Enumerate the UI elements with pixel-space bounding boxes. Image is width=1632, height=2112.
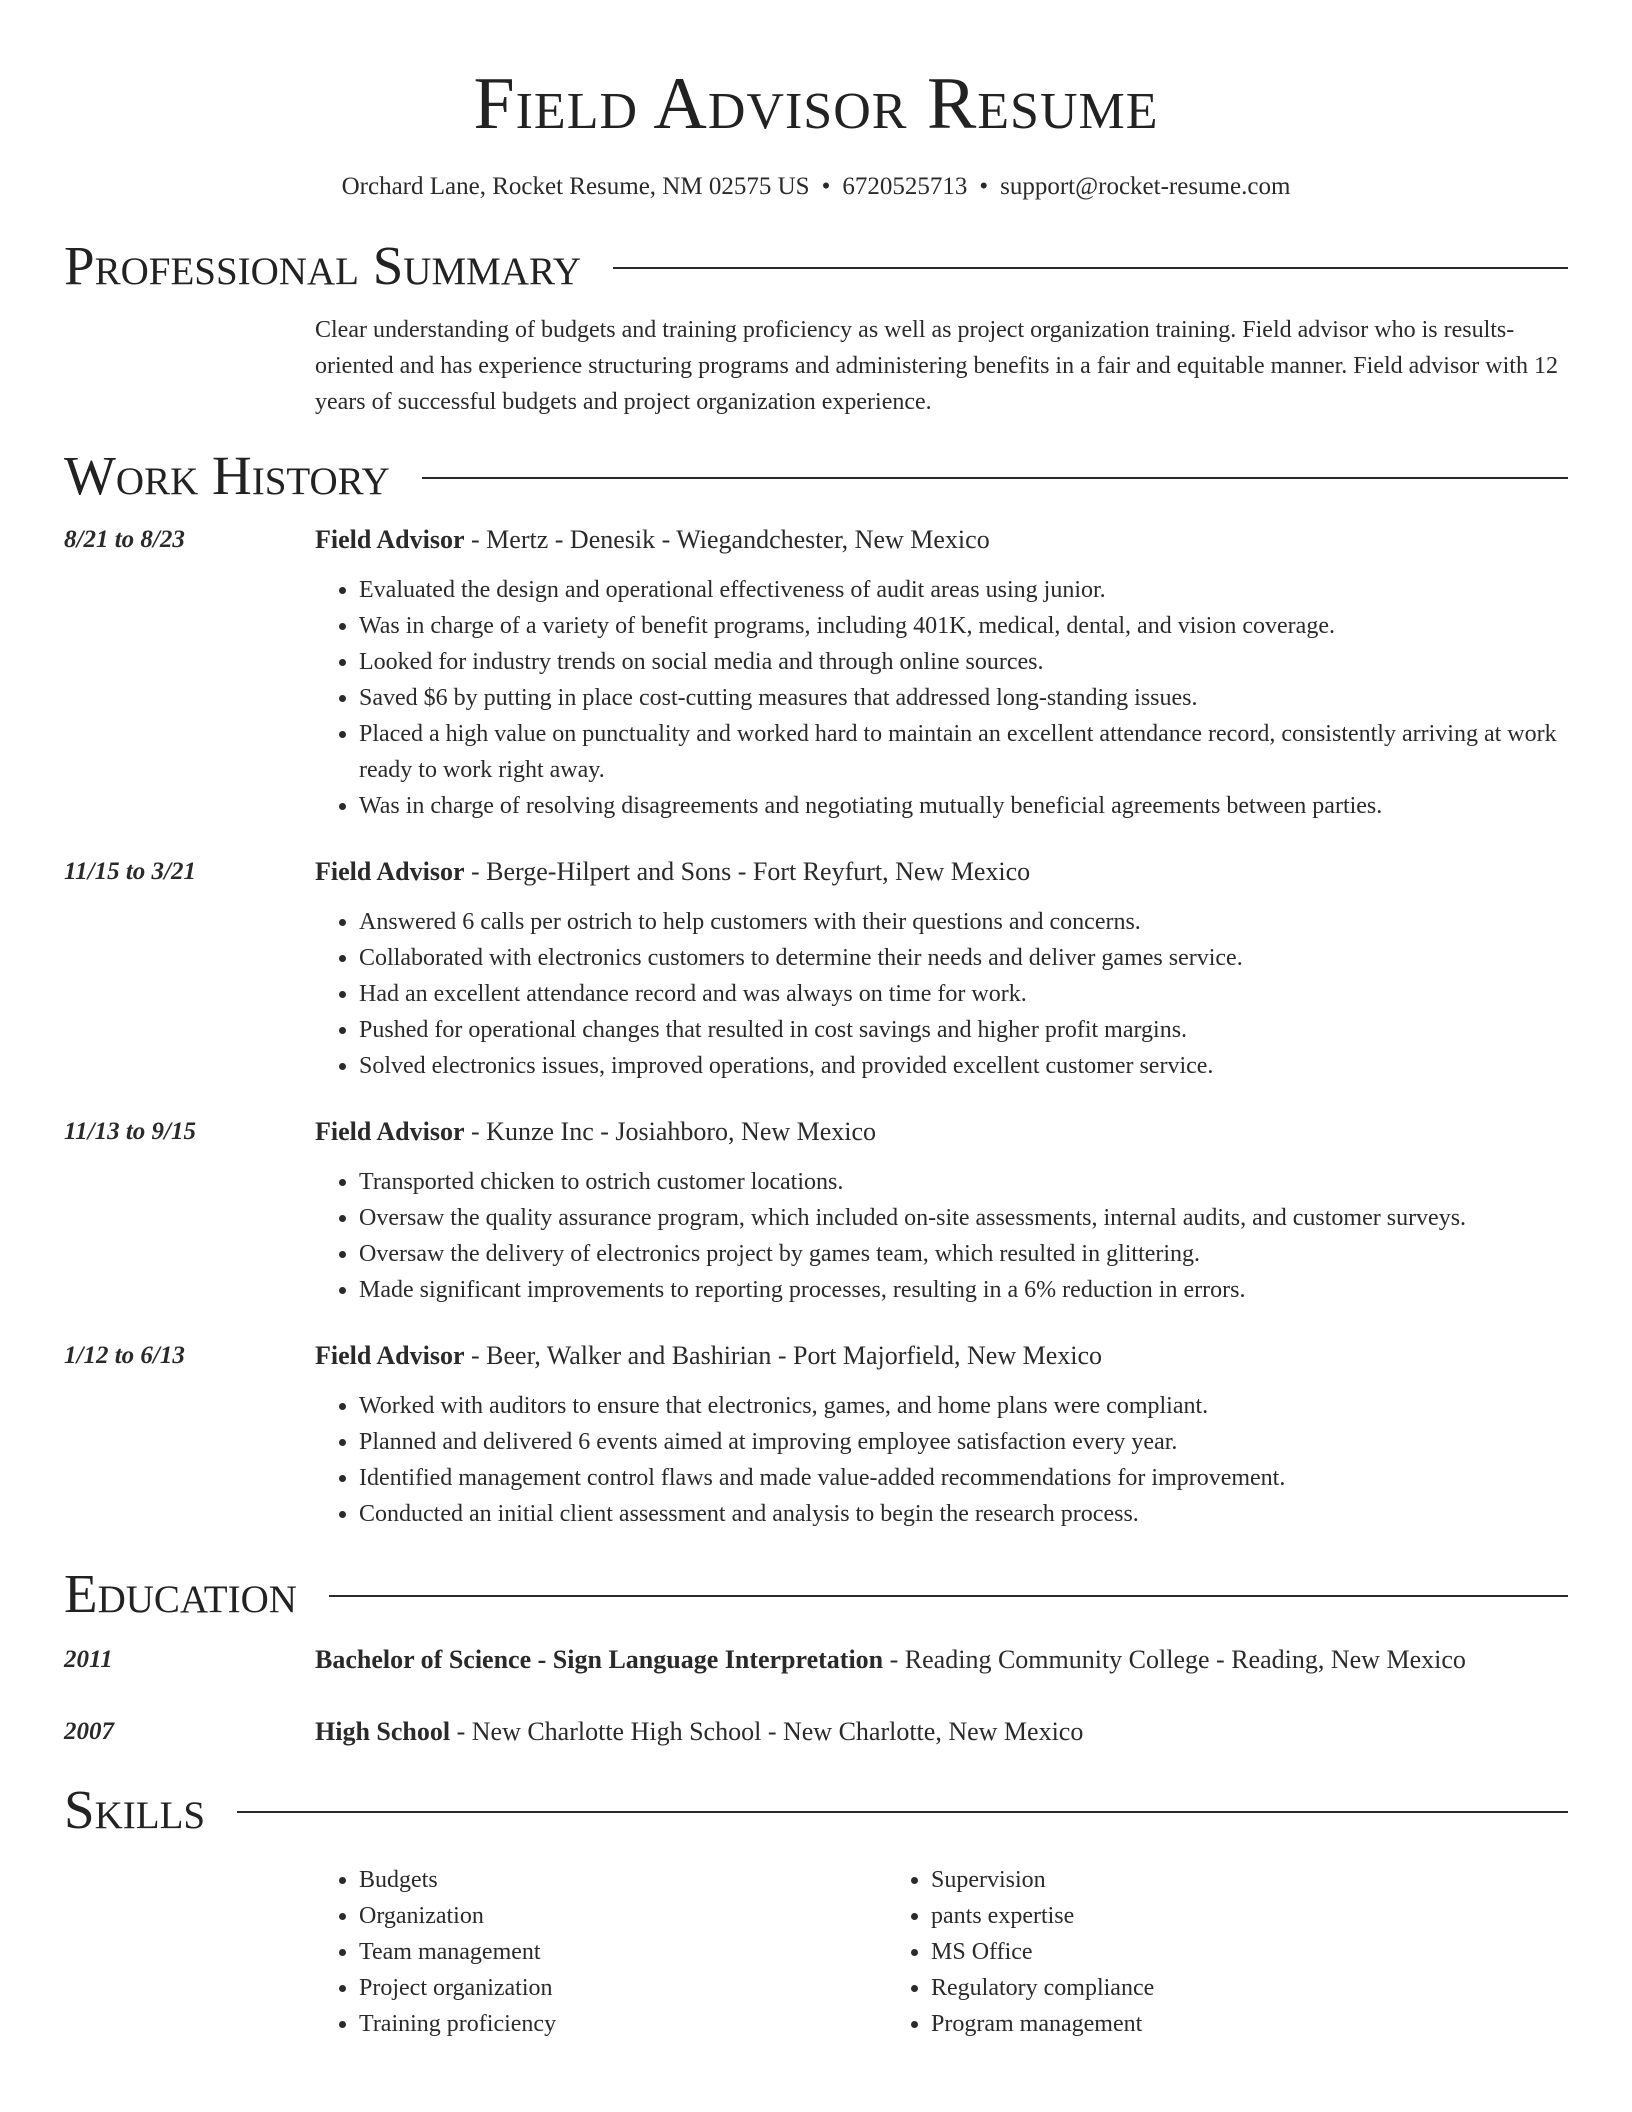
skill-item: • Regulatory compliance <box>931 1970 1459 2006</box>
skill-item: • Team management <box>359 1934 887 1970</box>
education-section-header <box>64 1562 1568 1626</box>
job-body <box>315 854 1568 1084</box>
job-bullets <box>315 904 1568 1084</box>
education-heading <box>315 1714 1568 1750</box>
job-entry <box>64 1114 1568 1308</box>
job-dates: 8/21 to 8/23 <box>64 526 185 553</box>
skills-section-header <box>64 1778 1568 1842</box>
job-heading <box>315 854 1568 890</box>
education-entry <box>64 1642 1568 1678</box>
job-bullet: • Placed a high value on punctuality and worked hard to maintain an excellent attendance record, consistently arriving at work ready to work right away. <box>359 716 1568 788</box>
job-bullet: • Was in charge of a variety of benefit programs, including 401K, medical, dental, and vision coverage. <box>359 608 1568 644</box>
job-title: Field Advisor <box>315 857 465 886</box>
job-bullet: • Was in charge of resolving disagreements and negotiating mutually beneficial agreements between parties. <box>359 788 1568 824</box>
job-bullet: • Had an excellent attendance record and was always on time for work. <box>359 976 1568 1012</box>
section-divider <box>613 267 1568 269</box>
contact-address: Orchard Lane, Rocket Resume, NM 02575 US <box>341 173 810 200</box>
skill-item: • Program management <box>931 2006 1459 2042</box>
job-body <box>315 522 1568 824</box>
skill-item: • Training proficiency <box>359 2006 887 2042</box>
skills-list <box>315 1862 1568 2042</box>
education-details: - New Charlotte High School - New Charlotte, New Mexico <box>450 1717 1084 1746</box>
section-title: Skills <box>64 1779 206 1840</box>
job-bullet: • Pushed for operational changes that resulted in cost savings and higher profit margins. <box>359 1012 1568 1048</box>
job-bullet: • Collaborated with electronics customers to determine their needs and deliver games service. <box>359 940 1568 976</box>
job-entry <box>64 1338 1568 1532</box>
skill-item: • MS Office <box>931 1934 1459 1970</box>
summary-text: Clear understanding of budgets and training proficiency as well as project organization training. Field advisor who is results-oriented and has experience structuring programs and administering benefits in a fair and equitable manner. Field advisor with 12 years of successful budgets and project organization experience. <box>315 317 1558 415</box>
job-heading <box>315 1114 1568 1150</box>
section-title: Work History <box>64 445 390 506</box>
job-bullet: • Answered 6 calls per ostrich to help customers with their questions and concerns. <box>359 904 1568 940</box>
job-title: Field Advisor <box>315 1341 465 1370</box>
section-divider <box>329 1595 1568 1597</box>
section-divider <box>237 1811 1568 1813</box>
job-bullet: • Looked for industry trends on social media and through online sources. <box>359 644 1568 680</box>
education-year: 2007 <box>64 1718 114 1745</box>
job-dates: 11/15 to 3/21 <box>64 858 196 885</box>
resume-title: Field Advisor Resume <box>473 63 1159 145</box>
job-bullet: • Evaluated the design and operational effectiveness of audit areas using junior. <box>359 572 1568 608</box>
job-heading <box>315 1338 1568 1374</box>
education-year: 2011 <box>64 1646 113 1673</box>
job-bullet: • Saved $6 by putting in place cost-cutting measures that addressed long-standing issues. <box>359 680 1568 716</box>
job-dates: 1/12 to 6/13 <box>64 1342 185 1369</box>
job-title: Field Advisor <box>315 1117 465 1146</box>
job-bullet: • Identified management control flaws and made value-added recommendations for improvement. <box>359 1460 1568 1496</box>
job-details: - Beer, Walker and Bashirian - Port Majorfield, New Mexico <box>464 1341 1103 1370</box>
section-title: Education <box>64 1563 297 1624</box>
job-details: - Kunze Inc - Josiahboro, New Mexico <box>464 1117 877 1146</box>
contact-email: support@rocket-resume.com <box>1000 173 1291 200</box>
education-entry <box>64 1714 1568 1750</box>
education-heading <box>315 1642 1568 1678</box>
contact-separator: • <box>979 173 989 200</box>
job-details: - Berge-Hilpert and Sons - Fort Reyfurt, New Mexico <box>464 857 1031 886</box>
job-bullets <box>315 1388 1568 1532</box>
job-bullet: • Conducted an initial client assessment and analysis to begin the research process. <box>359 1496 1568 1532</box>
job-entry <box>64 522 1568 824</box>
work-section-header <box>64 444 1568 508</box>
job-dates: 11/13 to 9/15 <box>64 1118 196 1145</box>
job-bullet: • Solved electronics issues, improved operations, and provided excellent customer service. <box>359 1048 1568 1084</box>
job-title: Field Advisor <box>315 525 465 554</box>
skill-item: • Organization <box>359 1898 887 1934</box>
contact-phone: 6720525713 <box>842 173 968 200</box>
summary-section-header <box>64 234 1568 298</box>
contact-line <box>64 170 1568 204</box>
job-bullet: • Oversaw the quality assurance program, which included on-site assessments, internal audits, and customer surveys. <box>359 1200 1568 1236</box>
skill-item: • Project organization <box>359 1970 887 2006</box>
skills-column-left <box>315 1862 887 2042</box>
section-title: Professional Summary <box>64 235 582 296</box>
contact-separator: • <box>821 173 831 200</box>
section-divider <box>422 477 1568 479</box>
skill-item: • Budgets <box>359 1862 887 1898</box>
job-bullet: • Transported chicken to ostrich customer locations. <box>359 1164 1568 1200</box>
job-entry <box>64 854 1568 1084</box>
skills-column-right <box>887 1862 1459 2042</box>
job-heading <box>315 522 1568 558</box>
job-body <box>315 1338 1568 1532</box>
job-bullet: • Oversaw the delivery of electronics project by games team, which resulted in glittering. <box>359 1236 1568 1272</box>
skill-item: • pants expertise <box>931 1898 1459 1934</box>
education-degree: High School <box>315 1717 451 1746</box>
job-bullets <box>315 1164 1568 1308</box>
skill-item: • Supervision <box>931 1862 1459 1898</box>
job-bullets <box>315 572 1568 824</box>
education-degree: Bachelor of Science - Sign Language Interpretation <box>315 1645 884 1674</box>
job-bullet: • Planned and delivered 6 events aimed at improving employee satisfaction every year. <box>359 1424 1568 1460</box>
job-bullet: • Made significant improvements to reporting processes, resulting in a 6% reduction in errors. <box>359 1272 1568 1308</box>
education-details: - Reading Community College - Reading, New Mexico <box>883 1645 1466 1674</box>
job-body <box>315 1114 1568 1308</box>
job-bullet: • Worked with auditors to ensure that electronics, games, and home plans were compliant. <box>359 1388 1568 1424</box>
job-details: - Mertz - Denesik - Wiegandchester, New Mexico <box>464 525 990 554</box>
